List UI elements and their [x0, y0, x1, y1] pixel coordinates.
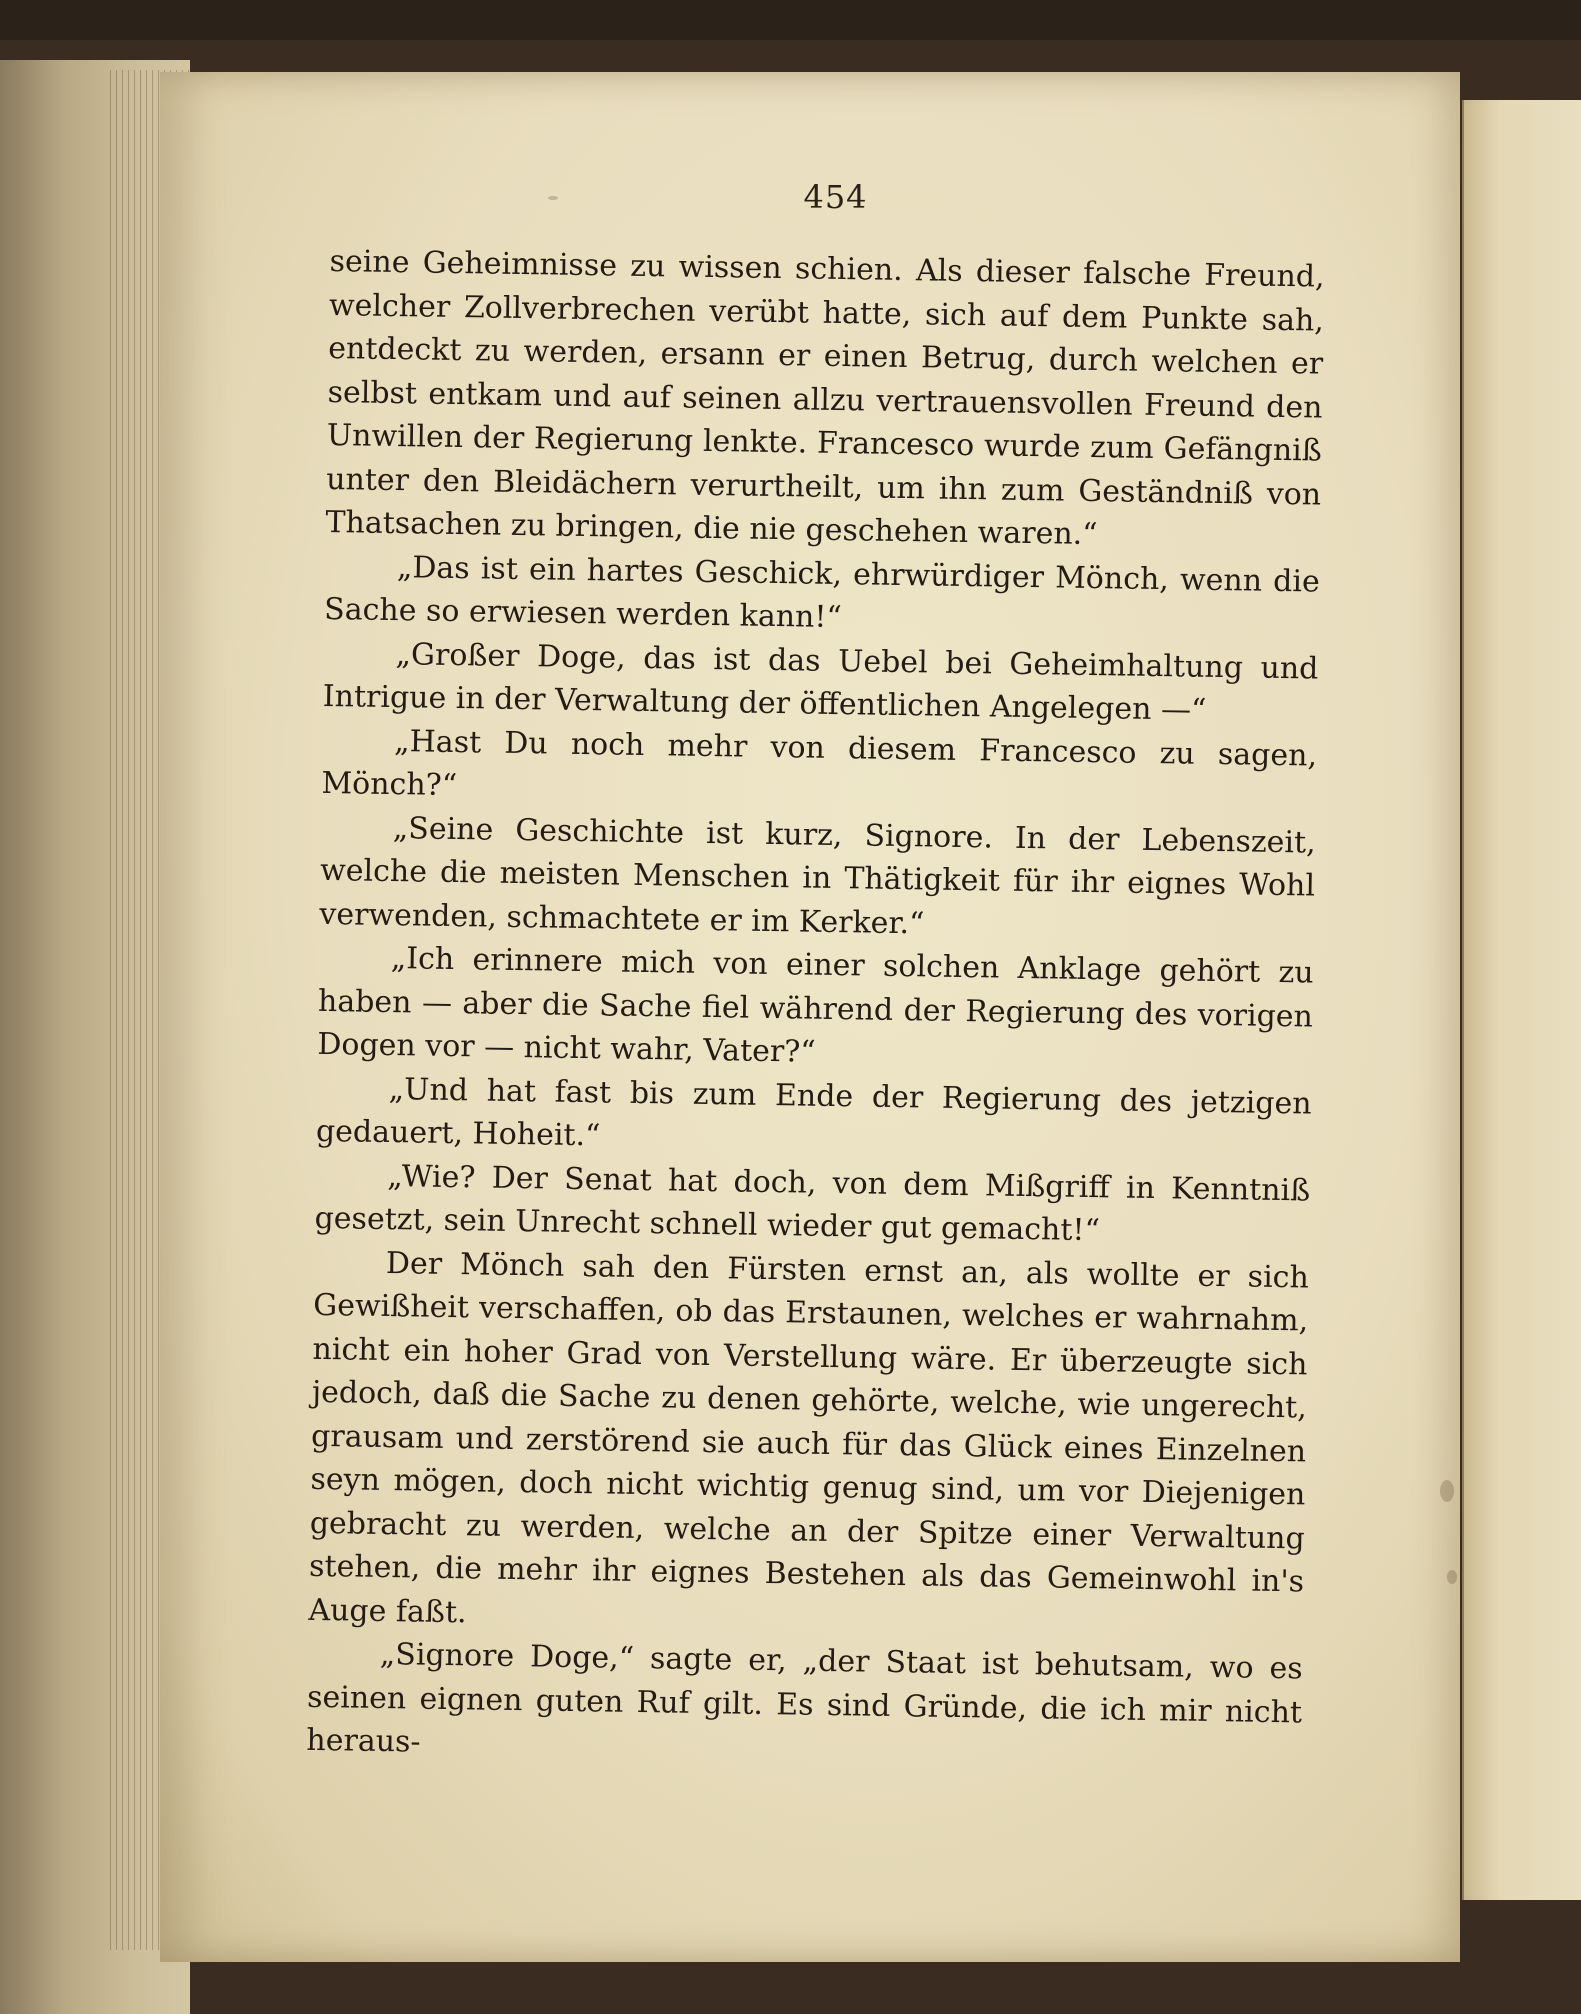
paper-stain [1447, 1570, 1457, 1584]
paragraph: „Großer Doge, das ist das Uebel bei Geheimhaltung und Intrigue in der Verwaltung der öffentlichen Angelegen —“ [322, 636, 1319, 728]
paragraph: „Signore Doge,“ sagte er, „der Staat ist behutsam, wo es seinen eignen guten Ruf gilt. Es sind Gründe, die ich mir nicht heraus- [306, 1636, 1303, 1760]
paragraph: „Wie? Der Senat hat doch, von dem Mißgriff in Kenntniß gesetzt, sein Unrecht schnell wieder gut gemacht!“ [314, 1158, 1311, 1249]
paragraph: „Hast Du noch mehr von diesem Francesco zu sagen, Mönch?“ [321, 723, 1318, 804]
paragraph: „Und hat fast bis zum Ende der Regierung des jetzigen gedauert, Hoheit.“ [315, 1071, 1312, 1154]
facing-page-edge [1462, 100, 1581, 1900]
paper-stain [1440, 1480, 1454, 1502]
page-number: 454 [803, 178, 868, 216]
paragraph: „Ich erinnere mich von einer solchen Anklage gehört zu haben — aber die Sache fiel während der Regierung des vorigen Dogen vor — nicht wahr, Vater?“ [317, 941, 1314, 1070]
paragraph: „Das ist ein hartes Geschick, ehrwürdiger Mönch, wenn die Sache so erwiesen werden kann!“ [323, 549, 1321, 636]
paragraph: Der Mönch sah den Fürsten ernst an, als wollte er sich Gewißheit verschaffen, ob das Erstaunen, welches er wahrnahm, nicht ein hoher Grad von Verstellung wäre. Er überzeugte sich jedoch, daß die Sache zu denen gehörte, welche, wie ungerecht, grausam und zerstörend sie auch für das Glück eines Einzelnen seyn mögen, doch nicht wichtig genug sind, um vor Diejenigen gebracht zu werden, welche an der Spitze einer Verwaltung stehen, die mehr ihr eignes Bestehen als das Gemeinwohl in's Auge faßt. [308, 1245, 1310, 1630]
paragraph: „Seine Geschichte ist kurz, Signore. In der Lebenszeit, welche die meisten Menschen in Thätigkeit für ihr eignes Wohl verwenden, schmachtete er im Kerker.“ [319, 810, 1316, 941]
paragraph: seine Geheimnisse zu wissen schien. Als dieser falsche Freund, welcher Zollverbrechen verübt hatte, sich auf dem Punkte sah, entdeckt zu werden, ersann er einen Betrug, durch welchen er selbst entkam und auf seinen allzu vertrauensvollen Freund den Unwillen der Regierung lenkte. Francesco wurde zum Gefängniß unter den Bleidächern verurtheilt, um ihn zum Geständniß von Thatsachen zu bringen, die nie geschehen waren.“ [325, 243, 1325, 553]
page-body-text [306, 240, 1325, 1778]
